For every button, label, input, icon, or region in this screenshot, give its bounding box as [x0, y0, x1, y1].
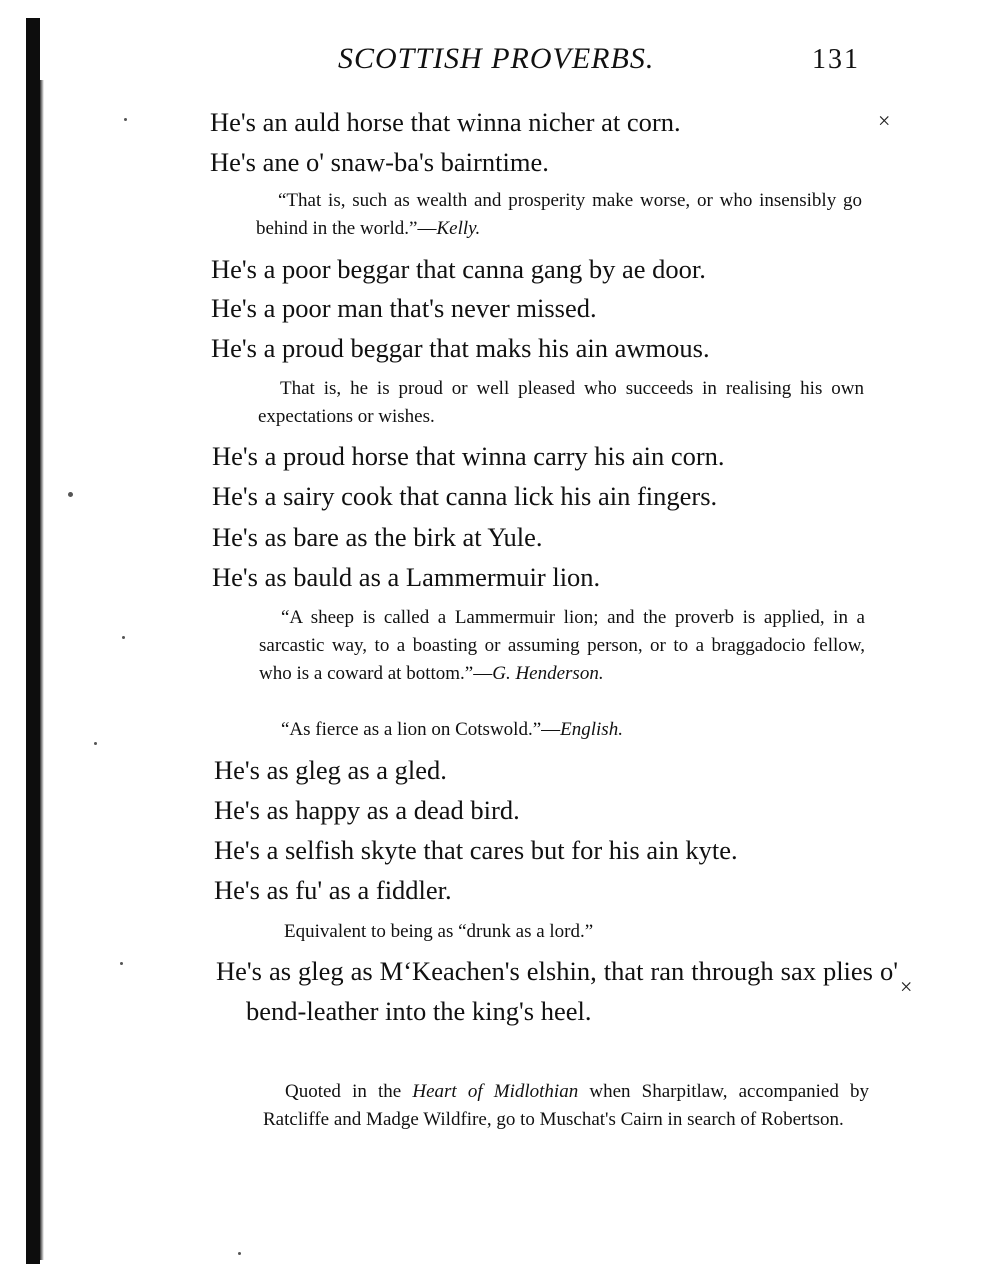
proverb-line: He's a selfish skyte that cares but for his ain kyte.	[214, 835, 738, 865]
specks	[122, 636, 125, 639]
proverb-line: He's a poor beggar that canna gang by ae door.	[211, 254, 706, 284]
note-attribution: Kelly.	[436, 218, 481, 239]
spine-edge-shadow	[40, 80, 44, 1260]
note-block	[263, 1078, 869, 1134]
note-attribution: English.	[560, 719, 623, 740]
proverb-line: He's a poor man that's never missed.	[211, 293, 597, 323]
proverb-line: He's as bauld as a Lammermuir lion.	[212, 562, 601, 592]
page-number: 131	[812, 44, 860, 75]
proverb-line: He's as bare as the birk at Yule.	[212, 522, 543, 552]
note-block: Equivalent to being as “drunk as a lord.”	[284, 921, 594, 942]
proverb-line: He's as fu' as a fiddler.	[214, 875, 452, 905]
proverb-line: He's a proud horse that winna carry his ain corn.	[212, 441, 725, 471]
specks	[120, 962, 123, 965]
note-block	[259, 716, 865, 744]
specks	[94, 742, 97, 745]
note-text: when Sharpitlaw, accompanied by Ratcliffe and Madge Wildfire, go to Muschat's Cairn in search of Robertson.	[263, 1081, 869, 1130]
note-text: Quoted in the	[285, 1081, 413, 1102]
proverb-line: He's a proud beggar that maks his ain awmous.	[211, 333, 710, 363]
proverb-line: He's an auld horse that winna nicher at corn.	[210, 107, 681, 137]
note-text: “A sheep is called a Lammermuir lion; and the proverb is applied, in a sarcastic way, to a boasting or assuming person, or to a braggadocio fellow, who is a coward at bottom.”—	[259, 607, 865, 684]
proverb-line: He's a sairy cook that canna lick his ain fingers.	[212, 481, 718, 511]
note-work-title: Heart of Midlothian	[412, 1081, 579, 1102]
specks	[124, 118, 127, 121]
note-text: “As fierce as a lion on Cotswold.”—	[281, 719, 561, 740]
book-spine-shadow	[26, 18, 40, 1264]
note-text: “That is, such as wealth and prosperity make worse, or who insensibly go behind in the world.”—	[256, 190, 862, 239]
proverb-line: He's as gleg as a gled.	[214, 755, 447, 785]
proverb-line: He's as gleg as M‘Keachen's elshin, that ran through sax plies o' bend-leather into the king's heel.	[216, 956, 898, 1026]
specks	[238, 1252, 241, 1255]
proverb-line: He's ane o' snaw-ba's bairntime.	[210, 147, 549, 177]
proverb-line: He's as happy as a dead bird.	[214, 795, 520, 825]
running-title: SCOTTISH PROVERBS.	[338, 42, 655, 75]
note-block: That is, he is proud or well pleased who succeeds in realising his own expectations or wishes.	[258, 378, 864, 427]
specks	[68, 492, 73, 497]
margin-mark: ×	[900, 974, 913, 999]
note-attribution: G. Henderson.	[492, 663, 604, 684]
margin-mark: ×	[878, 108, 891, 133]
page-header	[338, 42, 858, 82]
note-block	[256, 187, 862, 243]
note-block	[259, 604, 865, 688]
